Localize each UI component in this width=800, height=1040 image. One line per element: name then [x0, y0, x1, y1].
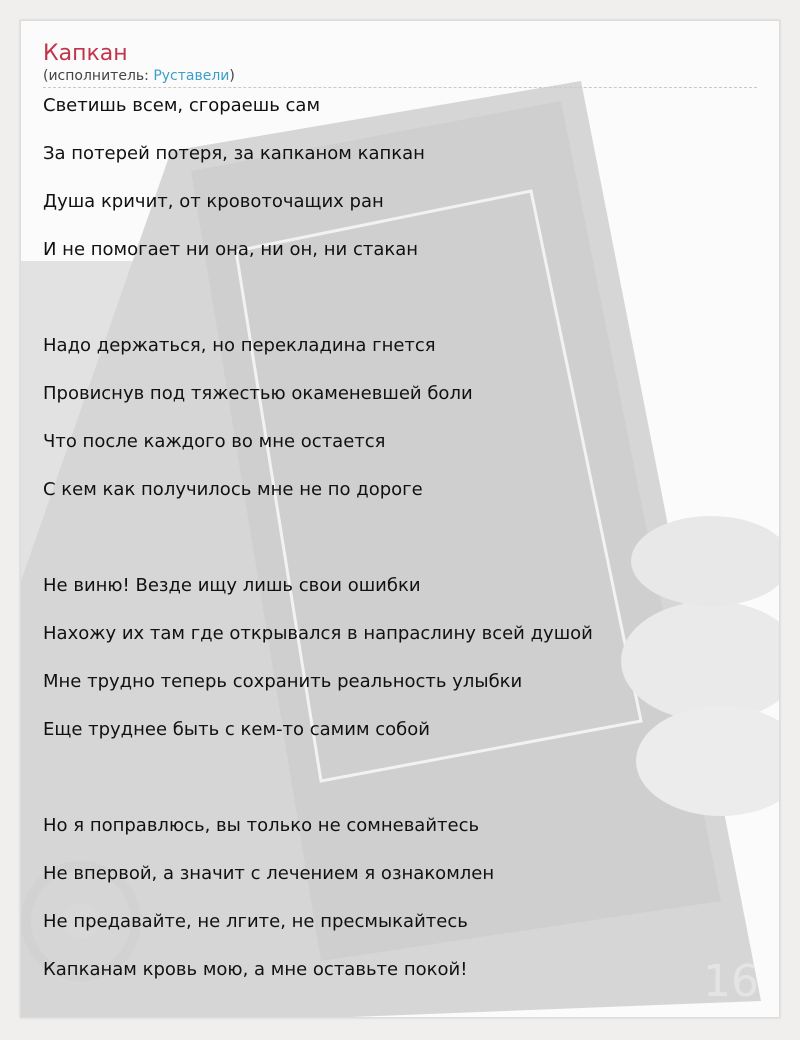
lyric-line: Мне трудно теперь сохранить реальность улыбки: [43, 671, 523, 692]
lyric-line: Светишь всем, сгораешь сам: [43, 95, 321, 116]
stanza-break: [43, 528, 757, 576]
page-card: [20, 20, 780, 1018]
lyrics-block: [43, 96, 757, 1008]
song-content: [21, 21, 779, 1008]
lyric-line: И не помогает ни она, ни он, ни стакан: [43, 239, 419, 260]
lyric-line: За потерей потеря, за капканом капкан: [43, 143, 425, 164]
performer-link[interactable]: Руставели: [153, 68, 230, 84]
lyric-line: Не виню! Везде ищу лишь свои ошибки: [43, 575, 421, 596]
performer-line: [43, 67, 757, 85]
lyric-line: Провиснув под тяжестью окаменевшей боли: [43, 383, 473, 404]
lyric-line: С кем как получилось мне не по дороге: [43, 479, 423, 500]
lyric-line: Нахожу их там где открывался в напраслину всей душой: [43, 623, 593, 644]
lyric-line: Не предавайте, не лгите, не пресмыкайтесь: [43, 911, 468, 932]
song-title: Капкан: [43, 41, 128, 66]
performer-prefix: (исполнитель:: [43, 68, 154, 84]
title-divider: [43, 87, 757, 88]
stanza-break: [43, 768, 757, 816]
performer-suffix: ): [229, 68, 235, 84]
lyric-line: Еще труднее быть с кем-то самим собой: [43, 719, 430, 740]
lyric-line: Но я поправлюсь, вы только не сомневайтесь: [43, 815, 480, 836]
lyric-line: Капканам кровь мою, а мне оставьте покой!: [43, 959, 468, 980]
lyric-line: Душа кричит, от кровоточащих ран: [43, 191, 384, 212]
lyric-line: Не впервой, а значит с лечением я ознакомлен: [43, 863, 495, 884]
lyric-line: Надо держаться, но перекладина гнется: [43, 335, 436, 356]
lyric-line: Что после каждого во мне остается: [43, 431, 386, 452]
stanza-break: [43, 288, 757, 336]
background-page-number: 16: [703, 956, 759, 1007]
